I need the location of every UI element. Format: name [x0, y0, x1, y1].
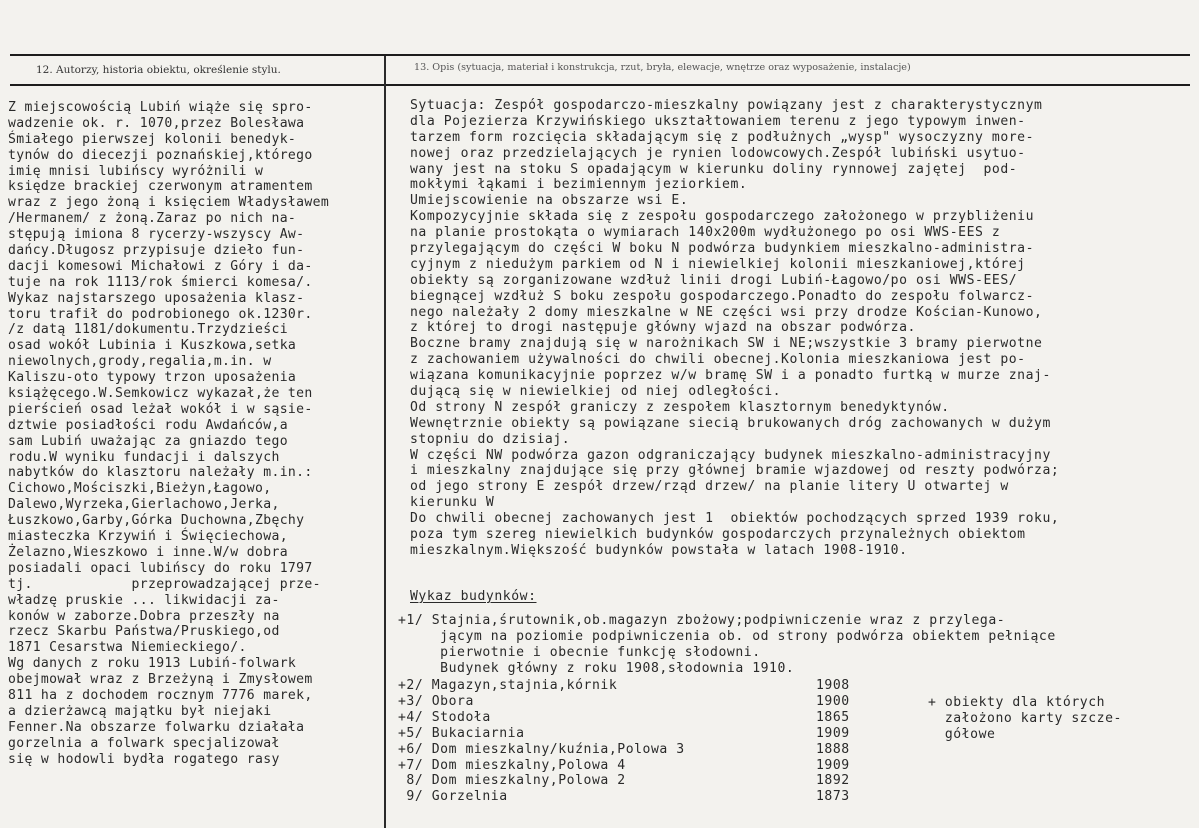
history-line: imię mnisi lubińscy wyróżnili w — [8, 163, 264, 179]
description-line: wany jest na stoku S opadającym w kierunku doliny rynnowej zajętej pod- — [410, 161, 1018, 177]
description-line: obiekty są zorganizowane wzdłuż linii drogi Lubiń-Łagowo/po osi WWS-EES/ — [410, 272, 1018, 288]
building-item-line: jącym na poziomie podpiwniczenia ob. od strony podwórza obiektem pełniące — [398, 628, 1056, 644]
building-label: 8/ Dom mieszkalny,Polowa 2 — [398, 773, 626, 789]
description-line: mokłymi łąkami i bezimiennym jeziorkiem. — [410, 177, 748, 193]
history-line: osad wokół Lubinia i Kuszkowa,setka — [8, 338, 297, 354]
history-line: dztwie posiadłości rodu Awdańców,a — [8, 417, 288, 433]
note-line: założono karty szcze- — [928, 710, 1122, 726]
history-line: niewolnych,grody,regalia,m.in. w — [8, 354, 272, 370]
history-line: Żelazno,Wieszkowo i inne.W/w dobra — [8, 544, 288, 560]
header-rule — [10, 84, 1190, 86]
description-line: dla Pojezierza Krzywińskiego ukształtowaniem terenu z jego typowym inwen- — [410, 113, 1026, 129]
top-rule — [10, 54, 1190, 56]
history-line: stępują imiona 8 rycerzy-wszyscy Aw- — [8, 227, 305, 243]
history-line: obejmował wraz z Brzeżyną i Zmysłowem — [8, 672, 313, 688]
history-line: wadzenie ok. r. 1070,przez Bolesława — [8, 115, 305, 131]
building-year: 1900 — [816, 693, 850, 709]
description-text — [410, 98, 1195, 559]
history-line: nabytków do klasztoru należały m.in.: — [8, 465, 313, 481]
history-line: wraz z jego żoną i księciem Władysławem — [8, 195, 330, 211]
legend-note — [928, 695, 1122, 743]
building-year: 1909 — [816, 757, 850, 773]
history-line: się w hodowli bydła rogatego rasy — [8, 751, 280, 767]
description-line: Umiejscowienie na obszarze wsi E. — [410, 193, 689, 209]
history-line: Kaliszu-oto typowy trzon uposażenia — [8, 370, 297, 386]
description-line: biegnącej wzdłuż S boku zespołu gospodarczego.Ponadto do zespołu folwarcz- — [410, 288, 1035, 304]
history-line: tynów do diecezji poznańskiej,którego — [8, 147, 313, 163]
history-line: toru trafił do podrobionego ok.1230r. — [8, 306, 313, 322]
description-line: Kompozycyjnie składa się z zespołu gospodarczego założonego w przybliżeniu — [410, 209, 1035, 225]
description-line: mieszkalnym.Większość budynków powstała w latach 1908-1910. — [410, 542, 908, 558]
history-line: tuje na rok 1113/rok śmierci komesa/. — [8, 274, 313, 290]
note-line: gółowe — [928, 726, 996, 742]
history-line: tj. przeprowadzającej prze- — [8, 576, 321, 592]
history-line: Wykaz najstarszego uposażenia klasz- — [8, 290, 305, 306]
building-label: +5/ Bukaciarnia — [398, 725, 525, 741]
history-line: księdze brackiej czerwonym atramentem — [8, 179, 313, 195]
description-line: Od strony N zespół graniczy z zespołem klasztornym benedyktynów. — [410, 399, 950, 415]
history-line: a dzierżawcą majątku był niejaki — [8, 703, 272, 719]
building-label: 9/ Gorzelnia — [398, 789, 508, 805]
history-line: Śmiałego pierwszej kolonii benedyk- — [8, 131, 297, 147]
column-divider — [384, 56, 386, 828]
building-year: 1888 — [816, 741, 850, 757]
description-line: W części NW podwórza gazon odgraniczający budynek mieszkalno-administracyjny — [410, 447, 1051, 463]
description-line: na planie prostokąta o wymiarach 140x200m wydłużonego po osi WWS-EES z — [410, 225, 1001, 241]
building-label: +2/ Magazyn,stajnia,kórnik — [398, 678, 618, 693]
history-line: pierścień osad leżał wokół i w sąsie- — [8, 401, 313, 417]
right-section-header: 13. Opis (sytuacja, materiał i konstrukcja, rzut, bryła, elewacje, wnętrze oraz wyposażenie, instalacje) — [414, 62, 911, 73]
building-item-line: pierwotnie i obecnie funkcję słodowni. — [398, 644, 761, 660]
history-line: gorzelnia a folwark specjalizował — [8, 735, 280, 751]
building-item-line: +1/ Stajnia,śrutownik,ob.magazyn zbożowy;podpiwniczenie wraz z przylega- — [398, 613, 1006, 628]
history-text — [8, 100, 382, 767]
history-line: książęcego.W.Semkowicz wykazał,że ten — [8, 386, 313, 402]
description-line: stopniu do dzisiaj. — [410, 431, 571, 447]
description-line: tarzem form rozcięcia składającym się z podłużnych „wysp" wysoczyzny more- — [410, 129, 1035, 145]
history-line: Z miejscowością Lubiń wiąże się spro- — [8, 100, 313, 115]
building-label: +7/ Dom mieszkalny,Polowa 4 — [398, 757, 626, 773]
description-line: z zachowaniem używalności do chwili obecnej.Kolonia mieszkaniowa jest po- — [410, 352, 1026, 368]
description-line: poza tym szereg niewielkich budynków gospodarczych przynależnych obiektom — [410, 527, 1026, 543]
description-line: przylegającym do części W boku N podwórza budynkiem mieszkalno-administra- — [410, 241, 1035, 257]
history-line: posiadali opaci lubińscy do roku 1797 — [8, 560, 313, 576]
building-item-line: Budynek główny z roku 1908,słodownia 1910. — [398, 660, 795, 676]
building-year: 1908 — [816, 678, 850, 693]
note-line: + obiekty dla których — [928, 695, 1106, 710]
description-line: Wewnętrznie obiekty są powiązane siecią brukowanych dróg zachowanych w dużym — [410, 415, 1051, 431]
history-line: Wg danych z roku 1913 Lubiń-folwark — [8, 656, 297, 672]
description-line: nego należały 2 domy mieszkalne w NE części wsi przy drodze Kościan-Kunowo, — [410, 304, 1043, 320]
history-line: władzę pruskie ... likwidacji za- — [8, 592, 280, 608]
history-line: /Hermanem/ z żoną.Zaraz po nich na- — [8, 211, 297, 227]
history-line: Łuszkowo,Garby,Górka Duchowna,Zbęchy — [8, 513, 305, 529]
description-line: cyjnym z niedużym parkiem od N i niewielkiej kolonii mieszkaniowej,której — [410, 256, 1026, 272]
left-section-header: 12. Autorzy, historia obiektu, określenie stylu. — [36, 64, 281, 76]
description-line: z której to drogi następuje główny wjazd na obszar podwórza. — [410, 320, 916, 336]
description-line: Boczne bramy znajdują się w narożnikach SW i NE;wszystkie 3 bramy pierwotne — [410, 336, 1043, 352]
description-line: Sytuacja: Zespół gospodarczo-mieszkalny powiązany jest z charakterystycznym — [410, 98, 1043, 113]
history-line: sam Lubiń uważając za gniazdo tego — [8, 433, 288, 449]
building-year: 1909 — [816, 725, 850, 741]
building-label: +3/ Obora — [398, 693, 474, 709]
description-line: kierunku W — [410, 495, 495, 511]
history-line: rzecz Skarbu Państwa/Pruskiego,od — [8, 624, 280, 640]
building-label: +6/ Dom mieszkalny/kuźnia,Polowa 3 — [398, 741, 685, 757]
building-year: 1865 — [816, 709, 850, 725]
history-line: rodu.W wyniku fundacji i dalszych — [8, 449, 280, 465]
history-line: miasteczka Krzywiń i Święciechowa, — [8, 529, 288, 545]
history-line: Fenner.Na obszarze folwarku działała — [8, 719, 305, 735]
history-line: konów w zaborze.Dobra przeszły na — [8, 608, 280, 624]
description-line: wiązana komunikacyjnie poprzez w/w bramę SW i a ponadto furtką w murze znaj- — [410, 368, 1051, 384]
building-label: +4/ Stodoła — [398, 709, 491, 725]
building-item-1 — [398, 613, 1195, 677]
building-year: 1873 — [816, 789, 850, 805]
description-line: Do chwili obecnej zachowanych jest 1 obiektów pochodzących sprzed 1939 roku, — [410, 511, 1060, 527]
history-line: /z datą 1181/dokumentu.Trzydzieści — [8, 322, 288, 338]
history-line: 1871 Cesarstwa Niemieckiego/. — [8, 640, 247, 656]
description-line: i mieszkalny znajdujące się przy głównej bramie wjazdowej od reszty podwórza; — [410, 463, 1060, 479]
description-line: nowej oraz przedzielających je rynien lodowcowych.Zespół lubiński usytuo- — [410, 145, 1026, 161]
history-line: Cichowo,Mościszki,Bieżyn,Łagowo, — [8, 481, 272, 497]
history-line: dańcy.Długosz przypisuje dzieło fun- — [8, 243, 305, 259]
building-year: 1892 — [816, 773, 850, 789]
history-line: Dalewo,Wyrzeka,Gierlachowo,Jerka, — [8, 497, 280, 513]
description-line: dującą się w niewielkiej od niej odległości. — [410, 384, 782, 400]
history-line: 811 ha z dochodem rocznym 7776 marek, — [8, 687, 313, 703]
description-line: od jego strony E zespół drzew/rząd drzew/ na planie litery U otwartej w — [410, 479, 1009, 495]
buildings-list-title: Wykaz budynków: — [410, 589, 537, 604]
history-line: dacji komesowi Michałowi z Góry i da- — [8, 258, 313, 274]
